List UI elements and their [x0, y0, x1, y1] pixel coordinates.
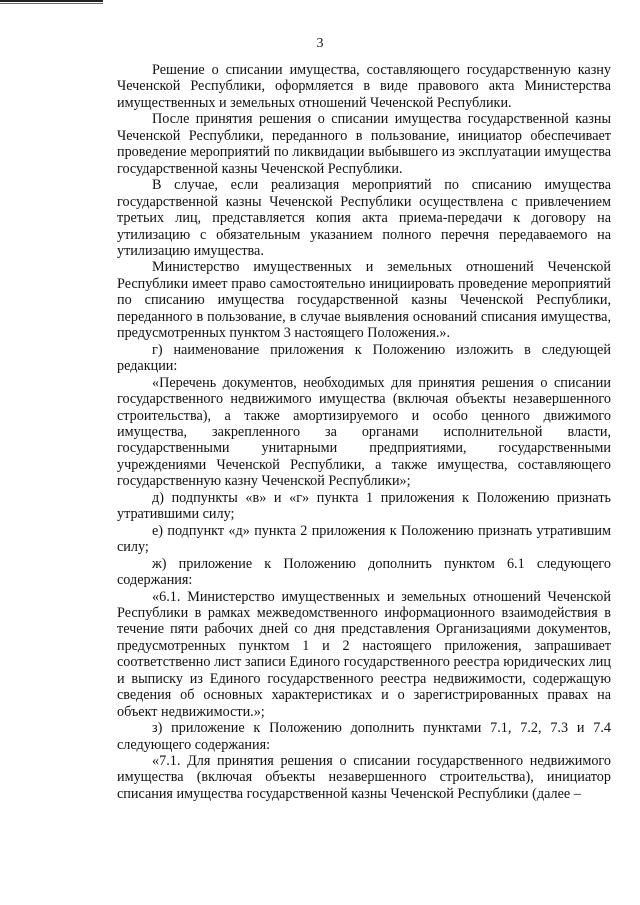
paragraph-item-e: е) подпункт «д» пункта 2 приложения к Положению признать утратившим силу; — [117, 522, 611, 556]
edge-scan-line-secondary — [0, 3, 103, 4]
paragraph-item-g: г) наименование приложения к Положению изложить в следующей редакции: — [117, 341, 611, 375]
paragraph-after-decision: После принятия решения о списании имущества государственной казны Чеченской Республики, переданного в пользование, инициатор обеспечивает проведение мероприятий по ликвидации выбывшего из эксплуатации имущества государственной казны Чеченской Республики. — [117, 111, 611, 177]
page-number: 3 — [316, 36, 324, 51]
paragraph-item-zh: ж) приложение к Положению дополнить пунктом 6.1 следующего содержания: — [117, 555, 611, 589]
edge-scan-line — [0, 0, 103, 2]
paragraph-list-title: «Перечень документов, необходимых для принятия решения о списании государственного недвижимого имущества (включая объекты незавершенного строительства), а также амортизируемого и особо ценного движимого имущества, закрепленного за органами исполнительной власти, государственными унитарными предприятиями, государственными учреждениями Чеченской Республики, а также имущества, составляющего государственную казну Чеченской Республики»; — [117, 374, 611, 490]
paragraph-item-z: з) приложение к Положению дополнить пунктами 7.1, 7.2, 7.3 и 7.4 следующего содержания: — [117, 720, 611, 753]
paragraph-ministry-right: Министерство имущественных и земельных отношений Чеченской Республики имеет право самостоятельно инициировать проведение мероприятий по списанию имущества государственной казны Чеченской Республики, переданного в пользование, в случае выявления оснований списания имущества, предусмотренных пунктом 3 настоящего Положения.». — [117, 259, 611, 342]
paragraph-decision-form: Решение о списании имущества, составляющего государственную казну Чеченской Республики, оформляется в виде правового акта Министерства имущественных и земельных отношений Чеченской Республики. — [117, 62, 611, 111]
document-body — [117, 62, 611, 802]
paragraph-clause-7-1: «7.1. Для принятия решения о списании государственного недвижимого имущества (включая объекты незавершенного строительства), инициатор списания имущества государственной казны Чеченской Республики (далее – — [117, 753, 611, 802]
paragraph-item-d: д) подпункты «в» и «г» пункта 1 приложения к Положению признать утратившими силу; — [117, 489, 611, 523]
paragraph-clause-6-1: «6.1. Министерство имущественных и земельных отношений Чеченской Республики в рамках межведомственного информационного взаимодействия в течение пяти рабочих дней со дня представления Организациями документов, предусмотренных пунктом 1 и 2 настоящего приложения, запрашивает соответственно лист записи Единого государственного реестра юридических лиц и выписку из Единого государственного реестра недвижимости, содержащую сведения об основных характеристиках и о зарегистрированных правах на объект недвижимости.»; — [117, 588, 611, 720]
paragraph-third-parties: В случае, если реализация мероприятий по списанию имущества государственной казны Чеченской Республики осуществлена с привлечением третьих лиц, представляется копия акта приема-передачи к договору на утилизацию с обязательным указанием полного перечня передаваемого на утилизацию имущества. — [117, 177, 611, 259]
